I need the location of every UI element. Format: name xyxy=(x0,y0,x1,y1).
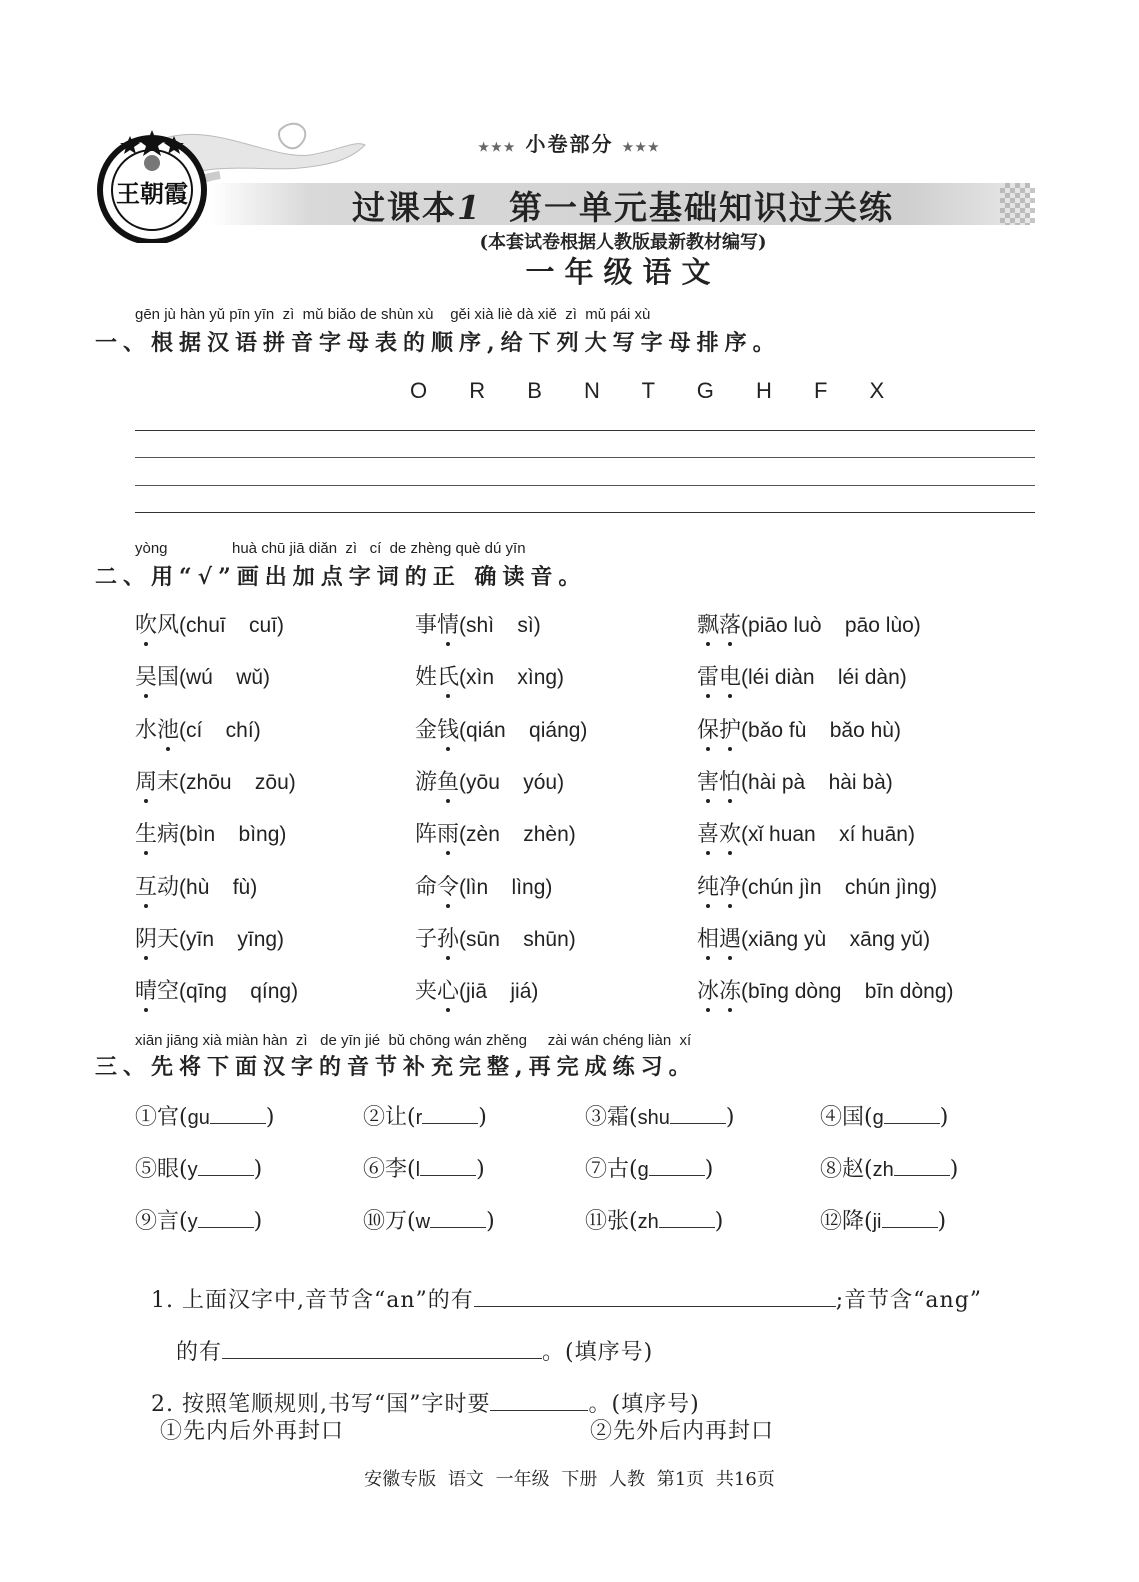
q3-item xyxy=(585,1100,734,1131)
writing-line-2[interactable] xyxy=(135,457,1035,458)
q3-item-char: ⑤眼 xyxy=(135,1157,180,1182)
paren-close: ) xyxy=(253,1157,263,1182)
q2-item[interactable] xyxy=(415,608,541,639)
emphasis-dot xyxy=(166,747,170,751)
q2-item-pinyin: (jiā jiá) xyxy=(459,980,539,1004)
q2-item[interactable] xyxy=(415,660,564,691)
emphasis-dot xyxy=(446,642,450,646)
q3-sub1-blank-an[interactable] xyxy=(474,1306,836,1307)
q2-item-word: 纯净 xyxy=(697,874,742,900)
q1-pinyin: gēn jù hàn yǔ pīn yīn zì mǔ biǎo de shùn xù gěi xià liè dà xiě zì mǔ pái xù xyxy=(135,306,651,323)
q2-item-pinyin: (xiāng yù xāng yǔ) xyxy=(741,927,931,951)
q2-item[interactable] xyxy=(697,765,893,796)
q2-item-word: 水池 xyxy=(135,717,180,743)
q2-item-word: 金钱 xyxy=(415,717,460,743)
q3-item-blank[interactable] xyxy=(420,1175,476,1176)
emphasis-dot xyxy=(728,1008,732,1012)
q3-option-1[interactable]: ①先内后外再封口 xyxy=(160,1419,345,1444)
q2-item-pinyin: (chuī cuī) xyxy=(179,614,285,637)
emphasis-dot xyxy=(706,642,710,646)
emphasis-dot xyxy=(728,747,732,751)
q2-item[interactable] xyxy=(135,660,270,691)
q2-item-pinyin: (zèn zhèn) xyxy=(459,823,576,847)
q3-item-blank[interactable] xyxy=(659,1227,715,1228)
q3-item-char: ⑫降 xyxy=(820,1209,865,1234)
q3-item-blank[interactable] xyxy=(422,1123,478,1124)
q2-item-word: 害怕 xyxy=(697,769,742,795)
q3-item-char: ⑨言 xyxy=(135,1209,180,1234)
q2-item-word: 阴天 xyxy=(135,926,180,952)
emphasis-dot xyxy=(728,642,732,646)
q2-item-word: 保护 xyxy=(697,717,742,743)
paren-close: ) xyxy=(486,1209,495,1234)
emphasis-dot xyxy=(728,799,732,803)
paren-close: ) xyxy=(937,1209,947,1234)
emphasis-dot xyxy=(446,956,450,960)
q2-item-pinyin: (shì sì) xyxy=(459,614,541,637)
q2-item[interactable] xyxy=(697,660,907,691)
emphasis-dot xyxy=(144,694,148,698)
stars-left: ★★★ xyxy=(478,140,517,154)
writing-line-1[interactable] xyxy=(135,430,1035,431)
paren-close: ) xyxy=(476,1157,485,1182)
emphasis-dot xyxy=(728,694,732,698)
title-number: 1 xyxy=(457,188,482,227)
q3-item xyxy=(820,1152,958,1183)
q3-item-char: ⑩万 xyxy=(363,1209,408,1234)
section-tag xyxy=(0,128,1139,157)
q2-item-word: 子孙 xyxy=(415,926,460,952)
q3-item-char: ②让 xyxy=(363,1105,408,1130)
emphasis-dot xyxy=(446,747,450,751)
paren-close: ) xyxy=(949,1157,959,1182)
emphasis-dot xyxy=(446,799,450,803)
q3-item-pinyin: shu xyxy=(637,1107,670,1129)
q3-item xyxy=(363,1152,485,1183)
q2-item-word: 吹风 xyxy=(135,613,180,638)
paren-open: ( xyxy=(407,1209,416,1234)
q2-item[interactable] xyxy=(135,817,286,848)
q3-item-pinyin: r xyxy=(415,1107,423,1129)
q3-item xyxy=(135,1100,274,1131)
emphasis-dot xyxy=(706,747,710,751)
q2-item-pinyin: (bìn bìng) xyxy=(179,823,287,847)
q2-item[interactable] xyxy=(697,817,915,848)
q2-item-pinyin: (xǐ huan xí huān) xyxy=(741,823,915,847)
q2-item[interactable] xyxy=(415,713,587,744)
paren-open: ( xyxy=(864,1209,873,1234)
paren-close: ) xyxy=(714,1209,724,1234)
q2-item[interactable] xyxy=(697,870,937,901)
q3-item-pinyin: y xyxy=(187,1159,198,1181)
q2-item[interactable] xyxy=(135,922,284,953)
q3-item-pinyin: ji xyxy=(872,1211,882,1233)
paren-open: ( xyxy=(179,1157,188,1182)
q3-item-pinyin: gu xyxy=(187,1107,210,1129)
q3-item-blank[interactable] xyxy=(649,1175,705,1176)
q3-item-blank[interactable] xyxy=(210,1123,266,1124)
q2-item-word: 冰冻 xyxy=(697,979,742,1005)
emphasis-dot xyxy=(446,1008,450,1012)
q2-item-word: 生病 xyxy=(135,822,180,848)
q2-item-word: 晴空 xyxy=(135,979,180,1005)
paren-open: ( xyxy=(407,1105,416,1130)
q2-item[interactable] xyxy=(415,922,576,953)
q3-item-blank[interactable] xyxy=(198,1175,254,1176)
emphasis-dot xyxy=(706,694,710,698)
q2-item-pinyin: (cí chí) xyxy=(179,718,261,742)
q2-item-word: 飘落 xyxy=(697,613,742,638)
q2-item-pinyin: (yīn yīng) xyxy=(179,927,285,951)
q2-item-pinyin: (wú wǔ) xyxy=(179,666,271,690)
emphasis-dot xyxy=(144,1008,148,1012)
writing-line-3[interactable] xyxy=(135,485,1035,486)
q3-item-pinyin: l xyxy=(415,1159,421,1181)
q2-item-word: 互动 xyxy=(135,874,180,900)
paren-close: ) xyxy=(939,1105,949,1130)
q3-item xyxy=(585,1152,713,1183)
q3-item-char: ⑦古 xyxy=(585,1157,630,1182)
q2-item-pinyin: (hài pà hài bà) xyxy=(741,770,893,794)
emphasis-dot xyxy=(144,956,148,960)
emphasis-dot xyxy=(706,1008,710,1012)
q2-item[interactable] xyxy=(135,765,296,796)
q2-item-pinyin: (hù fù) xyxy=(179,875,258,899)
q2-item[interactable] xyxy=(135,870,257,901)
q2-item-word: 夹心 xyxy=(415,979,460,1005)
emphasis-dot xyxy=(728,904,732,908)
q2-item-word: 阵雨 xyxy=(415,822,460,848)
q3-item-blank[interactable] xyxy=(198,1227,254,1228)
q2-item-pinyin: (qián qiáng) xyxy=(459,718,588,742)
q2-item-pinyin: (zhōu zōu) xyxy=(179,770,296,794)
emphasis-dot xyxy=(728,956,732,960)
q3-sub1 xyxy=(135,1258,982,1314)
q3-sub2-text-b: 。(填序号) xyxy=(588,1392,700,1417)
paren-open: ( xyxy=(629,1105,638,1130)
paren-close: ) xyxy=(478,1105,487,1130)
q3-item-pinyin: y xyxy=(187,1211,198,1233)
emphasis-dot xyxy=(706,956,710,960)
q3-item-char: ④国 xyxy=(820,1105,865,1130)
q2-item-pinyin: (yōu yóu) xyxy=(459,770,565,794)
q3-item-blank[interactable] xyxy=(894,1175,950,1176)
paren-open: ( xyxy=(179,1105,188,1130)
q3-item-char: ⑪张 xyxy=(585,1209,630,1234)
emphasis-dot xyxy=(728,851,732,855)
q3-sub1-blank-ang[interactable] xyxy=(222,1358,542,1359)
emphasis-dot xyxy=(144,642,148,646)
q3-item-blank[interactable] xyxy=(882,1227,938,1228)
q3-sub1-text-b: ;音节含“ang” xyxy=(835,1288,983,1313)
emphasis-dot xyxy=(446,694,450,698)
emphasis-dot xyxy=(706,851,710,855)
q2-item[interactable] xyxy=(697,974,954,1005)
paren-open: ( xyxy=(179,1209,188,1234)
emphasis-dot xyxy=(144,851,148,855)
q3-sub2-blank[interactable] xyxy=(490,1410,588,1411)
q3-sub1-cont xyxy=(160,1310,653,1366)
q2-item[interactable] xyxy=(415,870,552,901)
q3-item-char: ⑧赵 xyxy=(820,1157,865,1182)
q3-sub2 xyxy=(135,1362,700,1418)
q2-item[interactable] xyxy=(415,765,564,796)
grade-title: 一年级语文 xyxy=(525,255,721,289)
q3-item xyxy=(135,1152,262,1183)
q2-pinyin-a: yòng xyxy=(135,540,168,557)
edition-note: (本套试卷根据人教版最新教材编写) xyxy=(479,232,767,253)
q3-item xyxy=(820,1204,946,1235)
title-text: 第一单元基础知识过关练 xyxy=(508,188,894,227)
q2-item-pinyin: (piāo luò pāo lùo) xyxy=(741,614,921,637)
q2-item-pinyin: (lìn lìng) xyxy=(459,875,553,899)
q2-pinyin-b: huà chū jiā diǎn zì cí de zhèng què dú yīn xyxy=(232,540,526,557)
emphasis-dot xyxy=(144,799,148,803)
paren-open: ( xyxy=(864,1157,873,1182)
q2-item-word: 吴国 xyxy=(135,665,180,691)
q2-heading: 二、用“√”画出加点字词的正 确读音。 xyxy=(95,564,587,590)
q3-item-pinyin: w xyxy=(415,1211,431,1233)
q3-item xyxy=(363,1100,487,1131)
q2-item-pinyin: (bīng dòng bīn dòng) xyxy=(741,980,954,1004)
q2-item[interactable] xyxy=(135,608,284,639)
page-footer: 安徽专版 语文 一年级 下册 人教 第1页 共16页 xyxy=(364,1469,775,1490)
q3-item xyxy=(820,1100,948,1131)
paren-close: ) xyxy=(265,1105,275,1130)
paren-open: ( xyxy=(864,1105,873,1130)
q2-item[interactable] xyxy=(697,713,901,744)
q2-item-pinyin: (sūn shūn) xyxy=(459,927,576,951)
q3-item-blank[interactable] xyxy=(670,1123,726,1124)
title-prefix: 过课本 xyxy=(352,188,458,227)
q3-item-pinyin: zh xyxy=(637,1211,659,1233)
q2-item-word: 命令 xyxy=(415,874,460,900)
q3-item-blank[interactable] xyxy=(430,1227,486,1228)
q2-item[interactable] xyxy=(415,974,538,1005)
q3-sub1-text-a: 1. 上面汉字中,音节含“an”的有 xyxy=(151,1288,474,1313)
logo-text: 王朝霞 xyxy=(116,179,188,208)
q3-item-char: ③霜 xyxy=(585,1105,630,1130)
q2-item[interactable] xyxy=(697,608,921,639)
q3-item-char: ⑥李 xyxy=(363,1157,408,1182)
emphasis-dot xyxy=(144,904,148,908)
q3-item xyxy=(585,1204,723,1235)
q2-item-pinyin: (qīng qíng) xyxy=(179,980,299,1004)
paren-open: ( xyxy=(629,1209,638,1234)
q3-heading: 三、先将下面汉字的音节补充完整,再完成练习。 xyxy=(95,1054,697,1080)
q2-item-pinyin: (chún jìn chún jìng) xyxy=(741,875,938,899)
q3-item-pinyin: zh xyxy=(872,1159,894,1181)
q2-item-word: 游鱼 xyxy=(415,769,460,795)
q1-heading: 一、根据汉语拼音字母表的顺序,给下列大写字母排序。 xyxy=(95,330,781,356)
q2-item-pinyin: (léi diàn léi dàn) xyxy=(741,666,907,690)
q3-item-pinyin: g xyxy=(872,1107,884,1129)
q3-sub1-text-d: 。(填序号) xyxy=(542,1340,654,1365)
q3-sub2-text-a: 2. 按照笔顺规则,书写“国”字时要 xyxy=(151,1392,491,1417)
paren-close: ) xyxy=(253,1209,263,1234)
q2-item-word: 姓氏 xyxy=(415,665,460,691)
q2-item-word: 事情 xyxy=(415,613,460,638)
stars-right: ★★★ xyxy=(622,140,661,154)
q2-item[interactable] xyxy=(135,974,298,1005)
writing-line-4[interactable] xyxy=(135,512,1035,513)
q3-option-2[interactable]: ②先外后内再封口 xyxy=(590,1419,775,1444)
paren-close: ) xyxy=(725,1105,735,1130)
q2-item[interactable] xyxy=(697,922,930,953)
q2-item-word: 相遇 xyxy=(697,926,742,952)
paren-open: ( xyxy=(629,1157,638,1182)
q2-item-pinyin: (xìn xìng) xyxy=(459,666,565,690)
q2-item-word: 雷电 xyxy=(697,665,742,691)
q3-item-char: ①官 xyxy=(135,1105,180,1130)
emphasis-dot xyxy=(446,851,450,855)
section-tag-label: 小卷部分 xyxy=(525,132,614,156)
paren-close: ) xyxy=(704,1157,714,1182)
emphasis-dot xyxy=(706,904,710,908)
emphasis-dot xyxy=(446,904,450,908)
q3-item-pinyin: g xyxy=(637,1159,649,1181)
q2-item-word: 周末 xyxy=(135,769,180,795)
q2-item-word: 喜欢 xyxy=(697,822,742,848)
q1-letters: O R B N T G H F X xyxy=(410,378,903,403)
q3-sub1-text-c: 的有 xyxy=(176,1340,223,1365)
q3-item xyxy=(363,1204,495,1235)
q2-item[interactable] xyxy=(135,713,261,744)
q3-item xyxy=(135,1204,262,1235)
q3-pinyin: xiān jiāng xià miàn hàn zì de yīn jié bǔ chōng wán zhěng zài wán chéng liàn xí xyxy=(135,1032,692,1049)
emphasis-dot xyxy=(706,799,710,803)
q2-item[interactable] xyxy=(415,817,576,848)
page-title xyxy=(0,182,1139,229)
q3-item-blank[interactable] xyxy=(884,1123,940,1124)
q2-item-pinyin: (bǎo fù bǎo hù) xyxy=(741,718,901,742)
paren-open: ( xyxy=(407,1157,416,1182)
